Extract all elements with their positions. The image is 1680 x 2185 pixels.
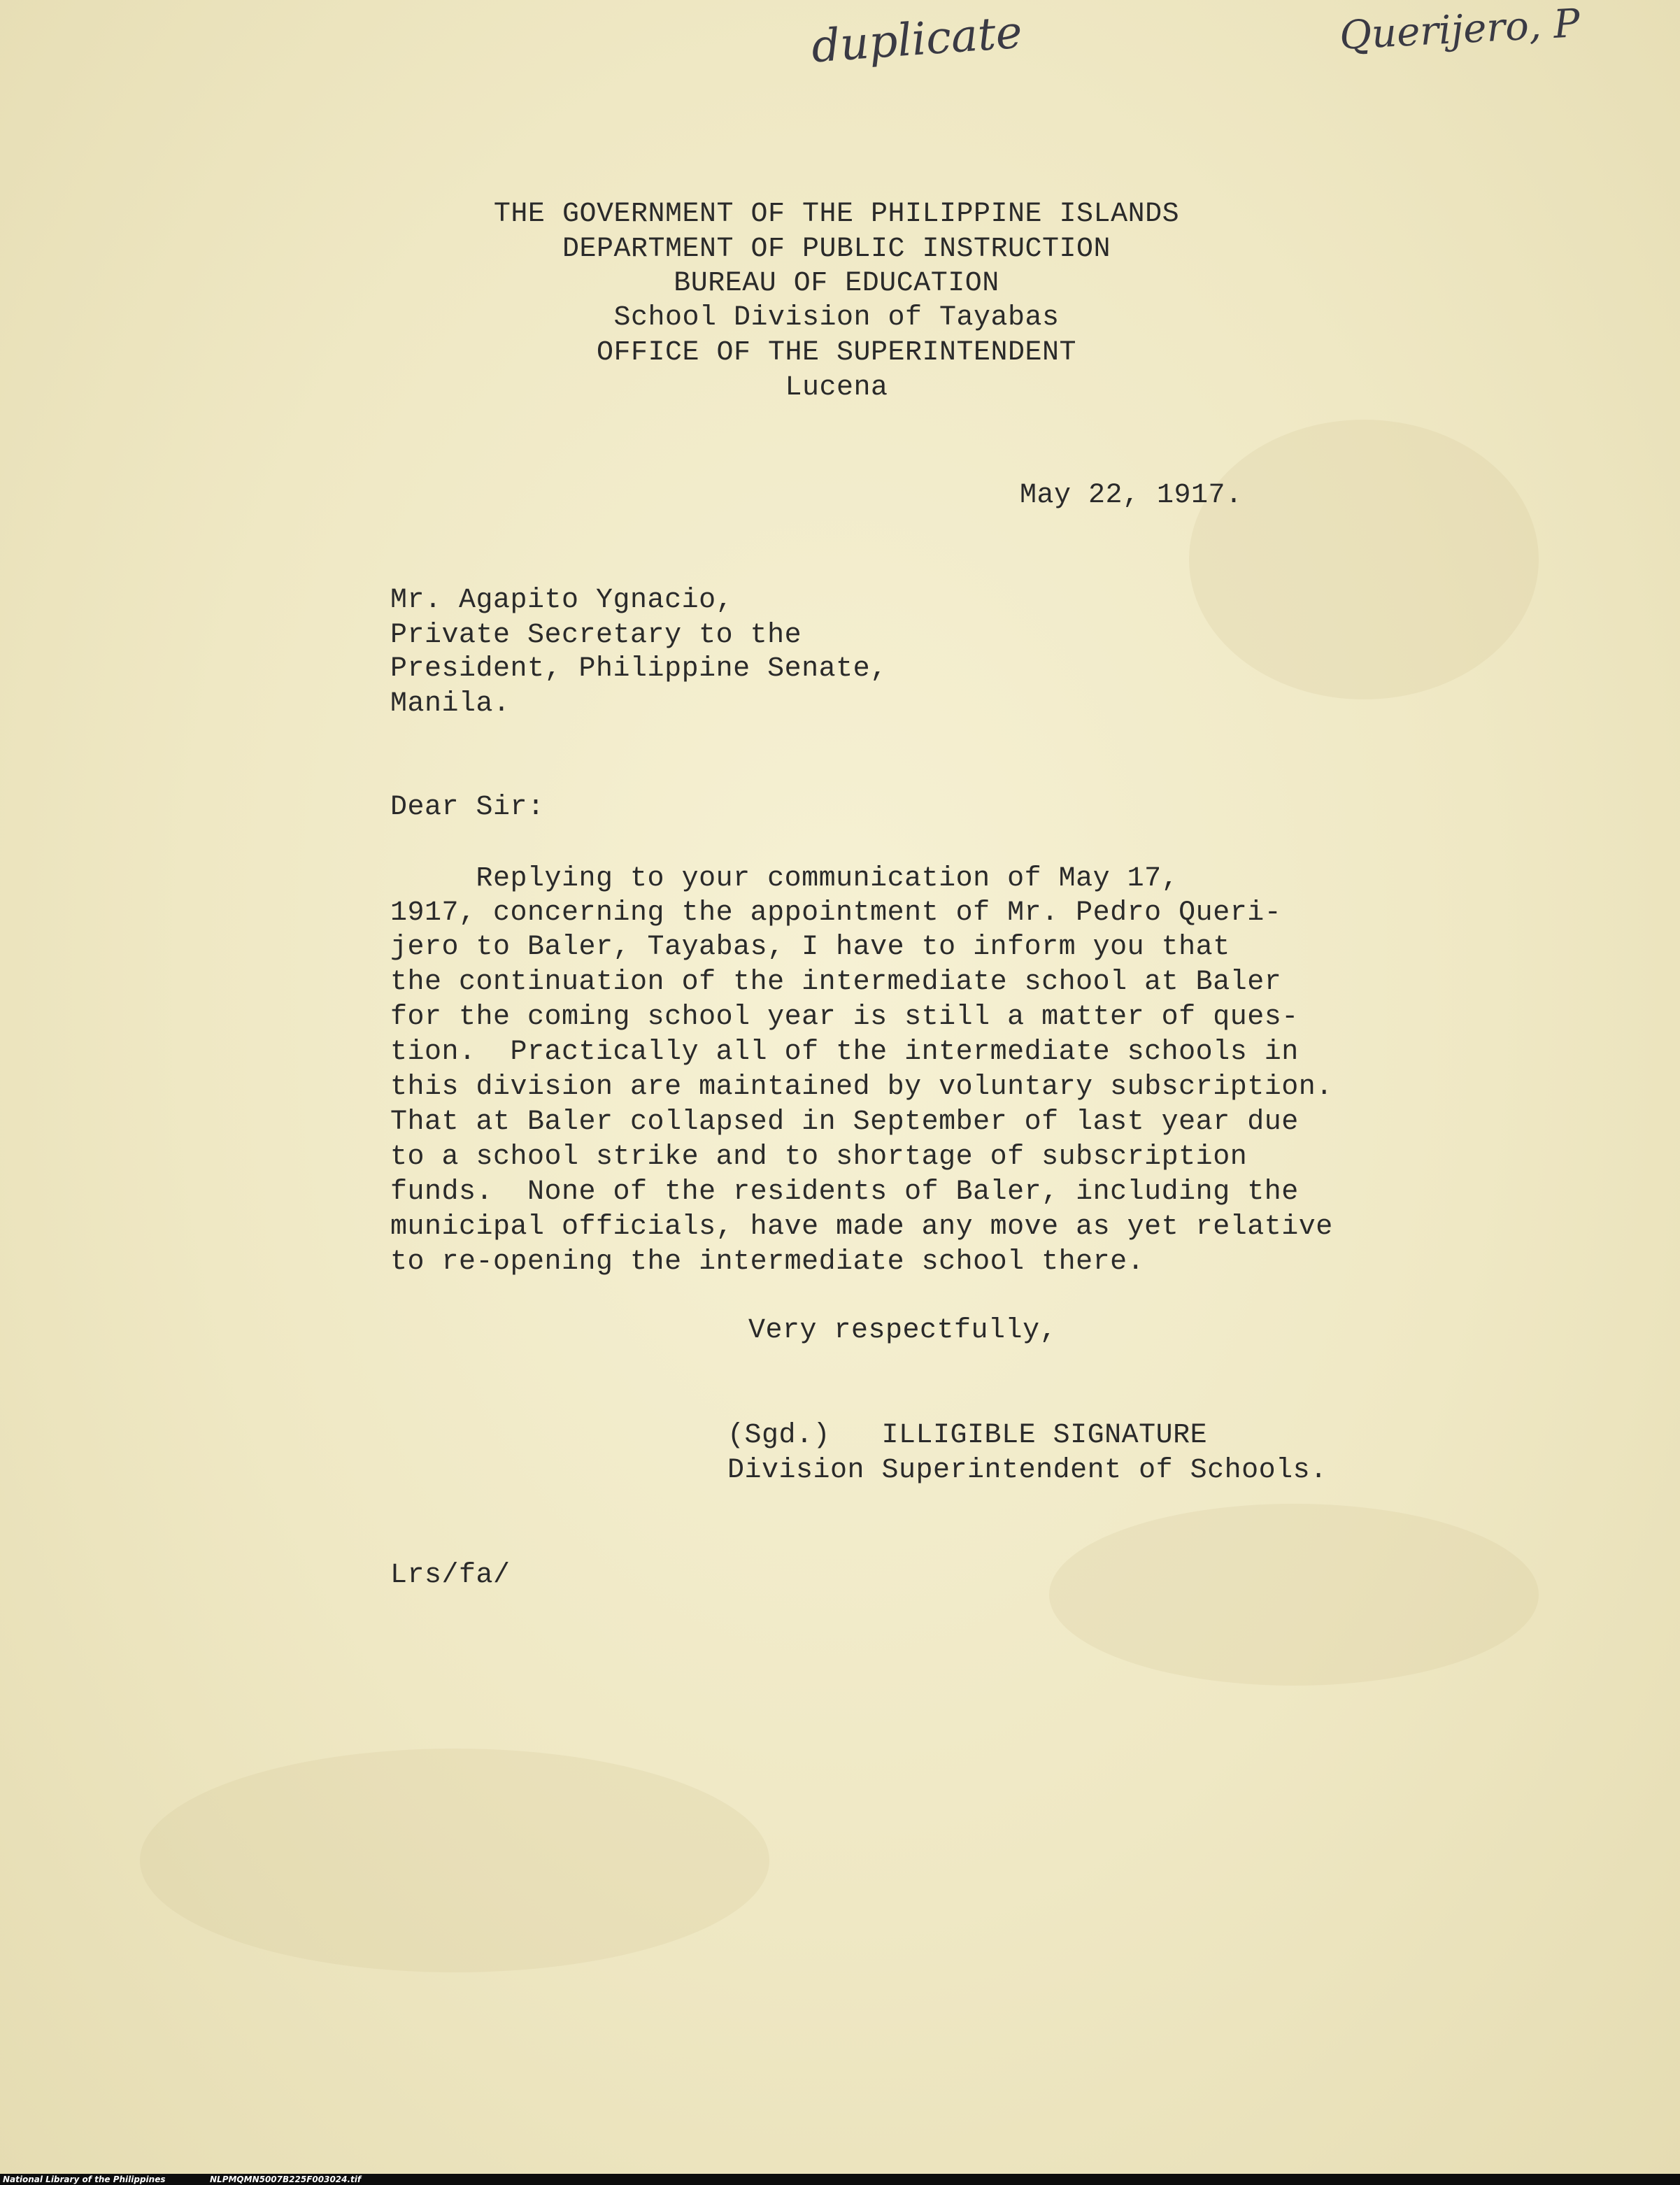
paper-stain	[1189, 420, 1539, 699]
body-line: to re-opening the intermediate school there.	[390, 1246, 1145, 1278]
address-line: Mr. Agapito Ygnacio,	[390, 585, 734, 616]
body-line: to a school strike and to shortage of subscription	[390, 1141, 1248, 1173]
paper-stain	[140, 1749, 769, 1972]
salutation: Dear Sir:	[390, 792, 545, 823]
body-line: the continuation of the intermediate school at Baler	[390, 967, 1282, 998]
letterhead-line: BUREAU OF EDUCATION	[674, 268, 999, 299]
footer-file-id: NLPMQMN5007B225F003024.tif	[210, 2175, 362, 2184]
body-line: 1917, concerning the appointment of Mr. Pedro Queri-	[390, 897, 1282, 929]
body-line: for the coming school year is still a matter of ques-	[390, 1002, 1299, 1033]
closing: Very respectfully,	[748, 1315, 1058, 1346]
address-line: Manila.	[390, 688, 511, 720]
signature-title: Division Superintendent of Schools.	[727, 1455, 1327, 1486]
letterhead-line: DEPARTMENT OF PUBLIC INSTRUCTION	[562, 234, 1111, 265]
body-line: That at Baler collapsed in September of last year due	[390, 1106, 1299, 1138]
body-line: this division are maintained by voluntary subscription.	[390, 1072, 1333, 1103]
letterhead-line: THE GOVERNMENT OF THE PHILIPPINE ISLANDS	[493, 199, 1180, 230]
reference-initials: Lrs/fa/	[390, 1560, 511, 1591]
signature-line: (Sgd.) ILLIGIBLE SIGNATURE	[727, 1420, 1208, 1451]
letterhead-line: Lucena	[785, 372, 888, 404]
letterhead-line: OFFICE OF THE SUPERINTENDENT	[596, 337, 1077, 369]
handwritten-note-duplicate: duplicate	[809, 6, 1024, 73]
body-line: tion. Practically all of the intermediate schools in	[390, 1037, 1299, 1068]
address-line: President, Philippine Senate,	[390, 653, 888, 685]
body-line: jero to Baler, Tayabas, I have to inform you that	[390, 932, 1230, 963]
footer-library-name: National Library of the Philippines	[3, 2175, 166, 2184]
address-line: Private Secretary to the	[390, 620, 802, 651]
handwritten-note-name: Querijero, P	[1338, 1, 1581, 59]
letterhead-line: School Division of Tayabas	[613, 302, 1060, 334]
paper-stain	[1049, 1504, 1539, 1686]
body-line: municipal officials, have made any move as yet relative	[390, 1211, 1333, 1243]
letter-date: May 22, 1917.	[1020, 480, 1243, 511]
body-line: funds. None of the residents of Baler, including the	[390, 1176, 1299, 1208]
body-line: Replying to your communication of May 17,	[390, 863, 1179, 895]
